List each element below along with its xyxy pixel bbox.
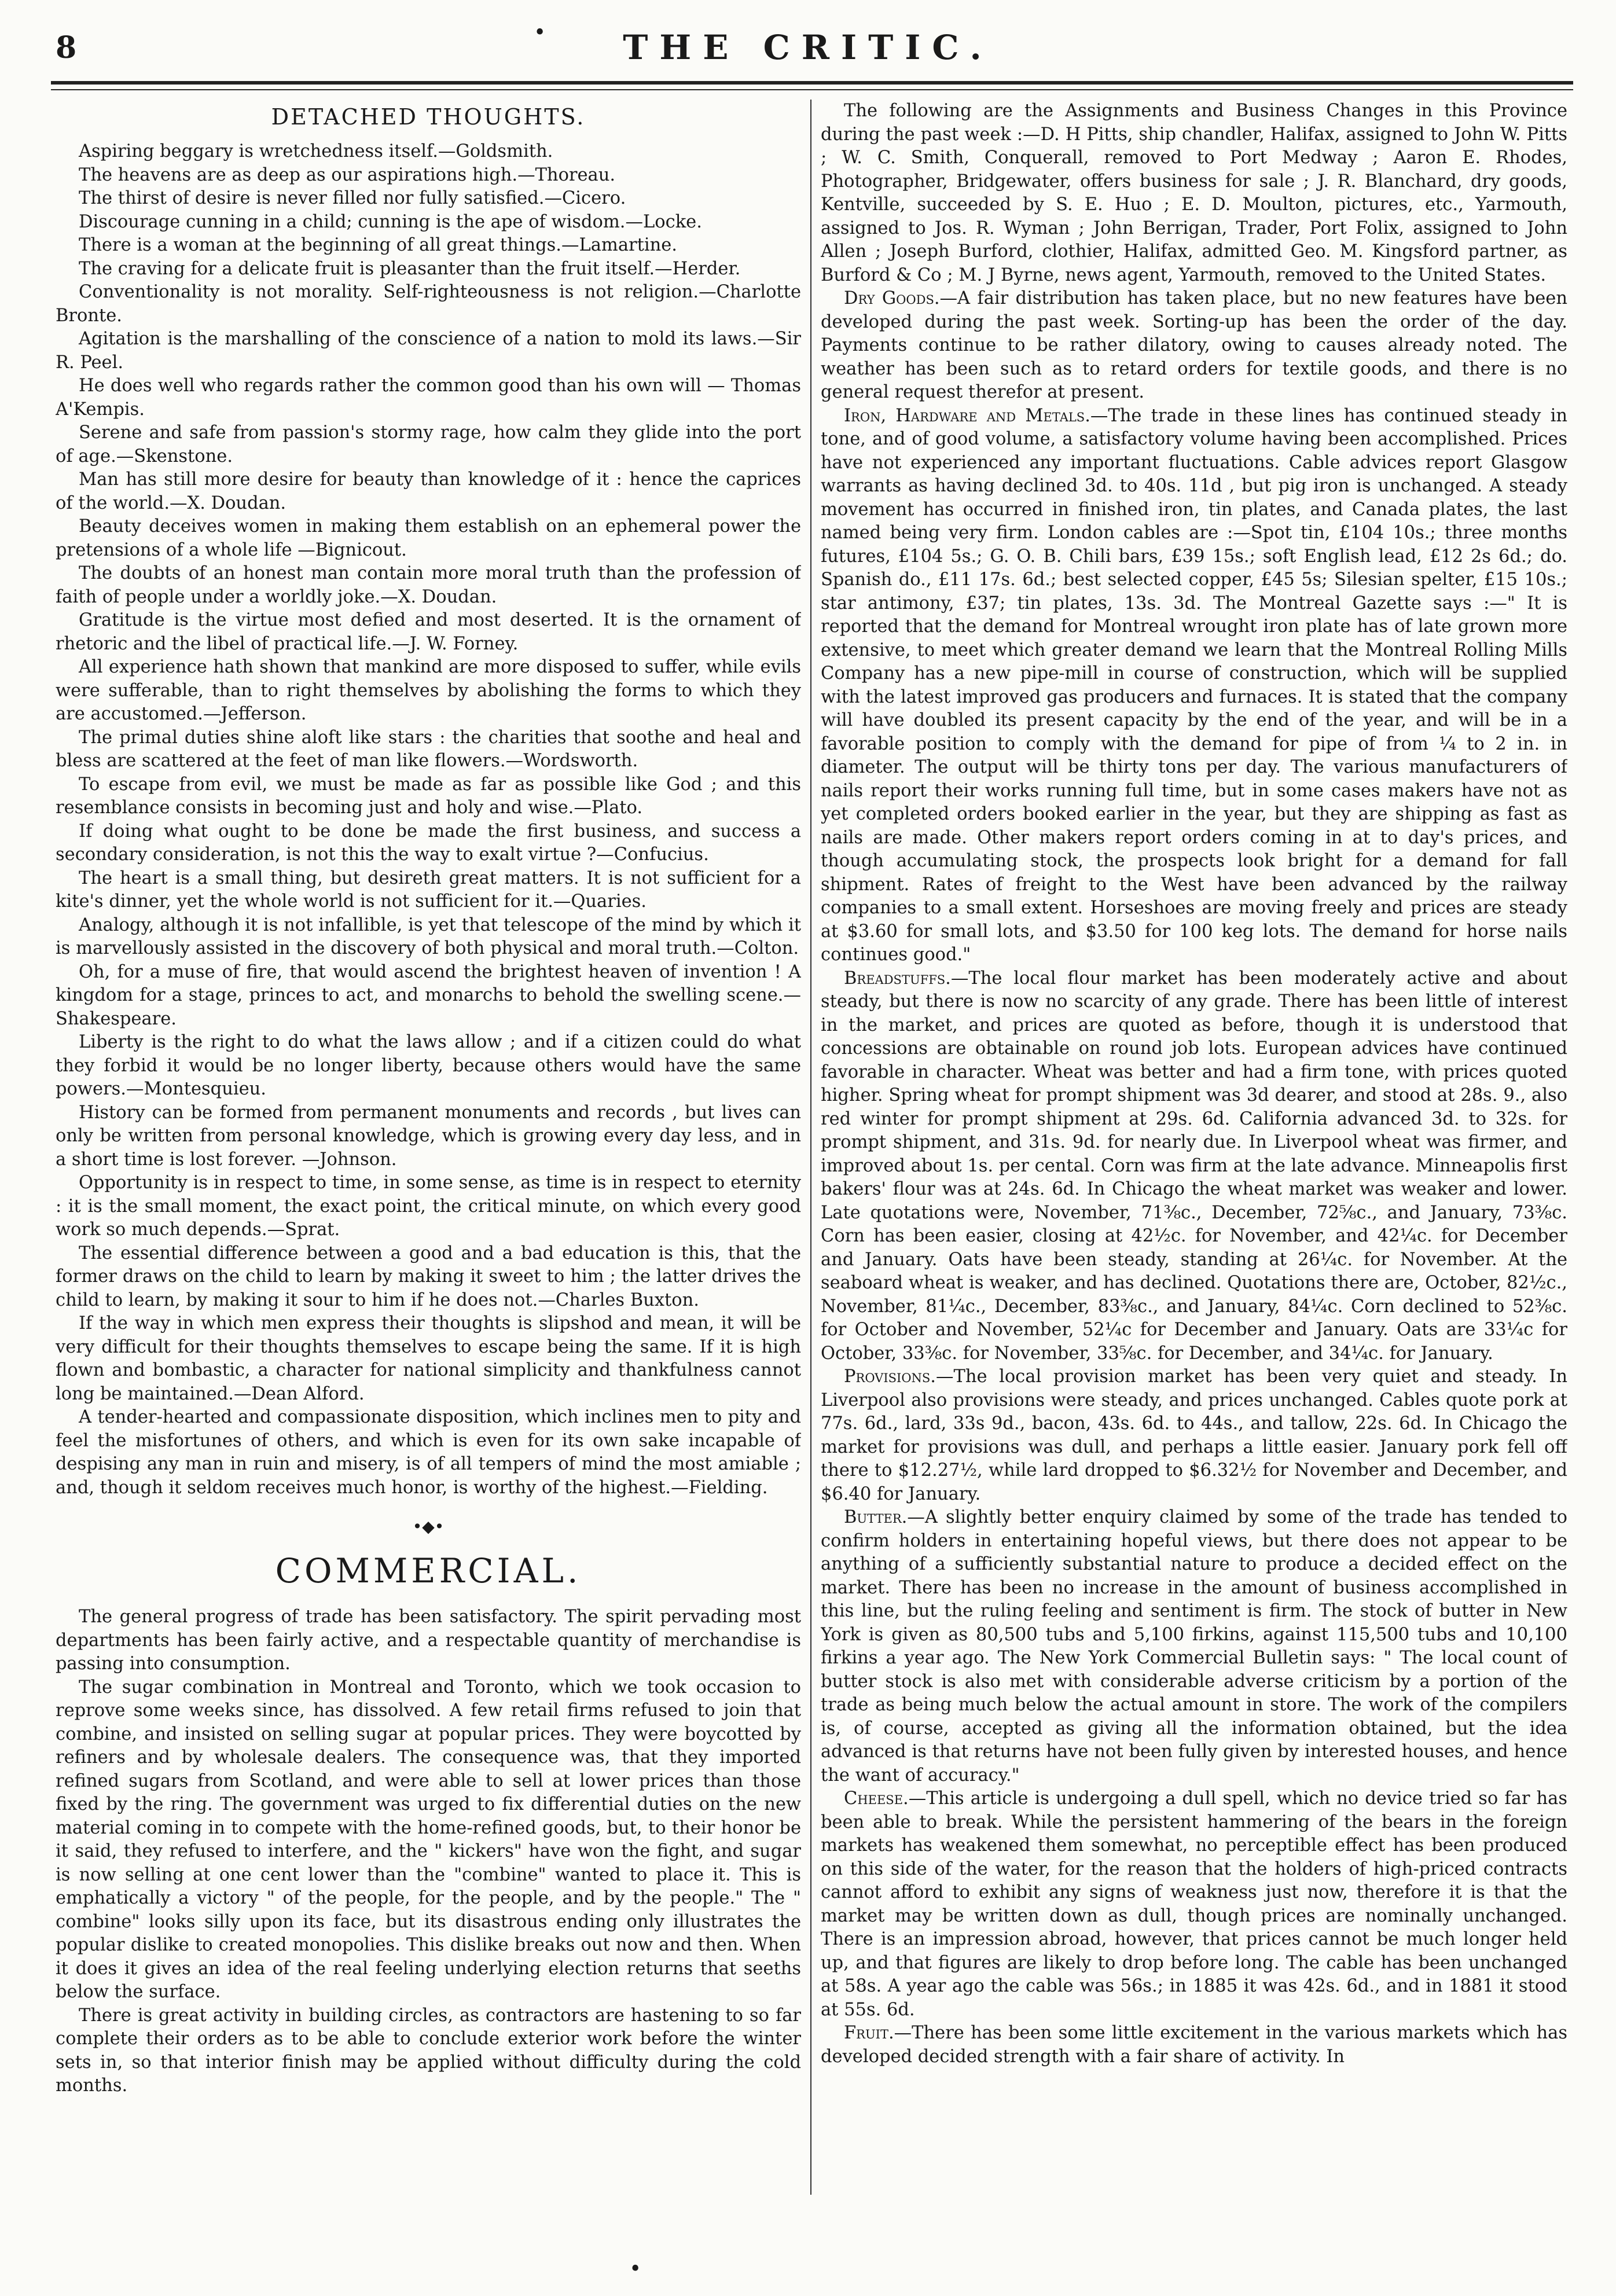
printer-mark: • xyxy=(534,21,546,45)
commercial-paragraph: There is great activity in building circles, as contractors are hastening to so far complete their orders as to be able to conclude exterior work before the winter sets in, so that interior finish may be applied without difficulty during the cold months. xyxy=(56,2005,801,2096)
thought-paragraph: If doing what ought to be done be made the first business, and success a secondary consideration, is not this the way to exalt virtue ?—Confucius. xyxy=(56,821,801,865)
thought-paragraph: If the way in which men express their thoughts is slipshod and mean, it will be very difficult for their thoughts themselves to escape being the same. If it is high flown and bombastic, a character for national simplicity and thankfulness cannot long be maintained.—Dean Alford. xyxy=(56,1313,801,1404)
thought-paragraph: Serene and safe from passion's stormy rage, how calm they glide into the port of age.—Skenstone. xyxy=(56,423,801,466)
commercial-body xyxy=(56,1606,801,2098)
commercial-paragraph: The sugar combination in Montreal and Toronto, which we took occasion to reprove some weeks since, has dissolved. A few retail firms refused to join that combine, and insisted on selling sugar at popular prices. They were boycotted by refiners and by wholesale dealers. The consequence was, that they imported refined sugars from Scotland, and were able to sell at lower prices than those fixed by the ring. The government was urged to fix differential duties on the new material coming in to compete with the home-refined goods, but, to their honor be it said, they refused to interfere, and the " kickers" have won the fight, and sugar is now selling at one cent lower than the "combine" wanted to place it. This is emphatically a victory " of the people, for the people, and by the people." The " combine" looks silly upon its face, but its disastrous ending only illustrates the popular dislike to created monopolies. This dislike breaks out now and then. When it does it gives an idea of the real feeling underlying election returns that seeths below the surface. xyxy=(56,1677,801,2002)
thought-paragraph: Agitation is the marshalling of the conscience of a nation to mold its laws.—Sir R. Peel. xyxy=(56,329,801,373)
commercial-heading: COMMERCIAL. xyxy=(275,1551,582,1590)
market-paragraph-text: —This article is undergoing a dull spell, which no device tried so far has been able to break. While the persistent hammering of the bears in the foreign markets has weakened them somewhat, no perceptible effect has been produced on this side of the water, for the reason that the holders of high-priced contracts cannot afford to exhibit any signs of weakness just now, therefore it is that the market may be written down as dull, though prices are nominally unchanged. There is an impression abroad, however, that prices cannot be much longer held up, and that figures are likely to drop before long. The cable has been unchanged at 58s. A year ago the cable was 56s.; in 1885 it was 42s. 6d., and in 1881 it stood at 55s. 6d. xyxy=(821,1788,1567,2020)
column-divider xyxy=(810,100,811,2195)
market-paragraph xyxy=(821,967,1567,1366)
thought-paragraph: Liberty is the right to do what the laws allow ; and if a citizen could do what they forbid it would be no longer liberty, because others would have the same powers.—Montesquieu. xyxy=(56,1032,801,1099)
market-paragraph-lead: Cheese. xyxy=(844,1788,909,1809)
market-paragraph xyxy=(821,1365,1567,1506)
page-number: 8 xyxy=(56,30,77,65)
thought-paragraph: A tender-hearted and compassionate disposition, which inclines men to pity and feel the misfortunes of others, and which is even for its own sake incapable of despising any man in ruin and misery, is of all tempers of mind the most amiable ; and, though it seldom receives much honor, is worthy of the highest.—Fielding. xyxy=(56,1407,801,1498)
thought-paragraph: Discourage cunning in a child; cunning is the ape of wisdom.—Locke. xyxy=(79,211,702,232)
running-title: THE CRITIC. xyxy=(623,28,993,67)
market-paragraph-lead: Provisions. xyxy=(844,1366,936,1387)
market-paragraph-text: —There has been some little excitement in the various markets which has developed decided strength with a fair share of activity. In xyxy=(821,2023,1567,2067)
thought-paragraph: Conventionality is not morality. Self-righteousness is not religion.—Charlotte Bronte. xyxy=(56,282,801,326)
market-paragraph-text: —A fair distribution has taken place, but no new features have been developed during the past week. Sorting-up has been the order of the day. Payments continue to be rather dilatory, owing to causes already noted. The weather has been such as to retard orders for textile goods, and there is no general request therefor at present. xyxy=(821,288,1567,402)
thought-paragraph: The heart is a small thing, but desireth great matters. It is not sufficient for a kite's dinner, yet the whole world is not sufficient for it.—Quaries. xyxy=(56,868,801,912)
thought-paragraph: Aspiring beggary is wretchedness itself.—Goldsmith. xyxy=(79,141,553,161)
market-reports-body xyxy=(821,100,1567,2069)
thought-paragraph: Man has still more desire for beauty than knowledge of it : hence the caprices of the world.—X. Doudan. xyxy=(56,469,801,513)
market-paragraph-lead: Fruit. xyxy=(844,2023,894,2043)
thought-paragraph: The doubts of an honest man contain more moral truth than the profession of faith of people under a worldly joke.—X. Doudan. xyxy=(56,563,801,607)
printer-mark-bottom: • xyxy=(629,2257,642,2281)
detached-thoughts-body xyxy=(56,140,801,1500)
market-paragraph-text: The following are the Assignments and Business Changes in this Province during the past week :—D. H Pitts, ship chandler, Halifax, assigned to John W. Pitts ; W. C. Smith, Conquerall, removed to Port Medway ; Aaron E. Rhodes, Photographer, Bridgewater, offers business for sale ; J. R. Blanchard, dry goods, Kentville, succeeded by S. E. Huo ; E. D. Moulton, pictures, etc., Yarmouth, assigned to Jos. R. Wyman ; John Berrigan, Trader, Port Folix, assigned to John Allen ; Joseph Burford, clothier, Halifax, admitted Geo. M. Kingsford partner, as Burford & Co ; M. J Byrne, news agent, Yarmouth, removed to the United States. xyxy=(821,101,1567,285)
right-column xyxy=(821,100,1567,2244)
header-rule-thick xyxy=(51,81,1573,85)
market-paragraph-text: —The trade in these lines has continued steady in tone, and of good volume, a satisfactory volume having been accomplished. Prices have not experienced any important fluctuations. Cable advices report Glasgow warrants as having declined 3d. to 40s. 11d , but pig iron is unchanged. A steady movement has occurred in finished iron, tin plates, and Canada plates, the last named being very firm. London cables are :—Spot tin, £104 10s.; three months futures, £104 5s.; G. O. B. Chili bars, £39 15s.; soft English lead, £12 2s 6d.; do. Spanish do., £11 17s. 6d.; best selected copper, £45 5s; Silesian spelter, £15 10s.; star antimony, £37; tin plates, 13s. 3d. The Montreal Gazette says :—" It is reported that the demand for Montreal wrought iron plate has of late grown more extensive, to meet which greater demand we learn that the Montreal Rolling Mills Company has a new pipe-mill in course of construction, which will be supplied with the latest improved gas producers and furnaces. It is stated that the company will have doubled its present capacity by the end of the year, and will be in a favorable position to comply with the demand for pipe of from ¼ to 2 in. in diameter. The output will be thirty tons per day. The various manufacturers of nails report their works running full time, but in some cases makers have not as yet completed orders booked earlier in the year, but they are shipping as fast as nails are made. Other makers report orders coming in at to day's prices, and though accumulating stock, the prospects look bright for a demand for fall shipment. Rates of freight to the West have been advanced by the railway companies to a small extent. Horseshoes are moving freely and prices are steady at $3.60 for small lots, and $3.50 for 100 keg lots. The demand for horse nails continues good." xyxy=(821,405,1567,965)
market-paragraph-text: —A slightly better enquiry claimed by some of the trade has tended to confirm holders in entertaining hopeful views, but there does not appear to be anything of a sufficiently substantial nature to produce a decided effect on the market. There has been no increase in the amount of business accomplished in this line, but the ruling feeling and sentiment is firm. The stock of butter in New York is given as 80,500 tubs and 5,100 firkins, against 115,500 tubs and 10,100 firkins a year ago. The New York Commercial Bulletin says: " The local count of butter stock is also met with considerable adverse criticism by a portion of the trade as being much below the actual amount in store. The work of the compilers is, of course, accepted as giving all the information obtained, but the idea advanced is that returns have not been fully given by interested houses, and hence the want of accuracy." xyxy=(821,1507,1567,1786)
market-paragraph-lead: Breadstuffs. xyxy=(844,968,951,989)
thought-paragraph: Analogy, although it is not infallible, is yet that telescope of the mind by which it is marvellously assisted in the discovery of both physical and moral truth.—Colton. xyxy=(56,914,801,958)
thought-paragraph: Opportunity is in respect to time, in some sense, as time is in respect to eternity : it is the small moment, the exact point, the critical minute, on which every good work so much depends.—Sprat. xyxy=(56,1173,801,1240)
thought-paragraph: The heavens are as deep as our aspirations high.—Thoreau. xyxy=(79,164,616,185)
thought-paragraph: There is a woman at the beginning of all great things.—Lamartine. xyxy=(79,235,678,255)
market-paragraph xyxy=(821,100,1567,287)
thought-paragraph: History can be formed from permanent monuments and records , but lives can only be written from personal knowledge, which is growing every day less, and in a short time is lost forever. —Johnson. xyxy=(56,1102,801,1170)
thought-paragraph: He does well who regards rather the common good than his own will — Thomas A'Kempis. xyxy=(56,376,801,420)
thought-paragraph: Gratitude is the virtue most defied and most deserted. It is the ornament of rhetoric and the libel of practical life.—J. W. Forney. xyxy=(56,610,801,654)
market-paragraph-lead: Iron, Hardware and Metals. xyxy=(844,405,1090,426)
thought-paragraph: The essential difference between a good and a bad education is this, that the former draws on the child to learn by making it sweet to him ; the latter drives the child to learn, by making it sour to him if he does not.—Charles Buxton. xyxy=(56,1243,801,1310)
thought-paragraph: To escape from evil, we must be made as far as possible like God ; and this resemblance consists in becoming just and holy and wise.—Plato. xyxy=(56,774,801,818)
market-paragraph xyxy=(821,1506,1567,1787)
left-column xyxy=(56,100,801,2244)
thought-paragraph: The primal duties shine aloft like stars : the charities that soothe and heal and bless are scattered at the feet of man like flowers.—Wordsworth. xyxy=(56,727,801,771)
market-paragraph xyxy=(821,1787,1567,2022)
market-paragraph xyxy=(821,287,1567,405)
market-paragraph-lead: Butter. xyxy=(844,1507,908,1527)
section-ornament: •◆• xyxy=(412,1517,445,1536)
detached-thoughts-heading: DETACHED THOUGHTS. xyxy=(271,104,586,130)
thought-paragraph: The thirst of desire is never filled nor fully satisfied.—Cicero. xyxy=(79,188,626,208)
thought-paragraph: The craving for a delicate fruit is pleasanter than the fruit itself.—Herder. xyxy=(79,258,741,279)
market-paragraph-lead: Dry Goods. xyxy=(844,288,940,308)
thought-paragraph: Beauty deceives women in making them establish on an ephemeral power the pretensions of a whole life —Bignicout. xyxy=(56,516,801,560)
thought-paragraph: Oh, for a muse of fire, that would ascend the brightest heaven of invention ! A kingdom for a stage, princes to act, and monarchs to behold the swelling scene.—Shakespeare. xyxy=(56,961,801,1029)
market-paragraph-text: —The local provision market has been very quiet and steady. In Liverpool also provisions were steady, and prices unchanged. Cables quote pork at 77s. 6d., lard, 33s 9d., bacon, 43s. 6d. to 44s., and tallow, 22s. 6d. In Chicago the market for provisions was dull, and perhaps a little easier. January pork fell off there to $12.27½, while lard dropped to $6.32½ for November and December, and $6.40 for January. xyxy=(821,1366,1567,1504)
market-paragraph xyxy=(821,2022,1567,2069)
header-rule-thin xyxy=(51,89,1573,90)
commercial-paragraph: The general progress of trade has been satisfactory. The spirit pervading most departments has been fairly active, and a respectable quantity of merchandise is passing into consumption. xyxy=(56,1607,801,1674)
thought-paragraph: All experience hath shown that mankind are more disposed to suffer, while evils were sufferable, than to right themselves by abolishing the forms to which they are accustomed.—Jefferson. xyxy=(56,657,801,724)
market-paragraph-text: —The local flour market has been moderately active and about steady, but there is now no scarcity of any grade. There has been little of interest in the market, and prices are quoted as before, though it is understood that concessions are obtainable on round job lots. European advices have continued favorable in character. Wheat was better and had a firm tone, with prices quoted higher. Spring wheat for prompt shipment was 3d dearer, and stood at 28s. 9., also red winter for prompt shipment at 29s. 6d. California advanced 3d. to 32s. for prompt shipment, and 31s. 9d. for nearly due. In Liverpool wheat was firmer, and improved about 1s. per cental. Corn was firm at the late advance. Minneapolis first bakers' flour was at 24s. 6d. In Chicago the wheat market was weaker and lower. Late quotations were, November, 71⅜c., December, 72⅝c., and January, 73⅜c. Corn has been easier, closing at 42½c. for November, and 42¼c. for December and January. Oats have been steady, standing at 26¼c. for November. At the seaboard wheat is weaker, and has declined. Quotations there are, October, 82½c., November, 81¼c., December, 83⅜c., and January, 84¼c. Corn declined to 52⅜c. for October and November, 52¼c for December and January. Oats are 33¼c for October, 33⅜c. for November, 33⅝c. for December, and 34¼c. for January. xyxy=(821,968,1567,1364)
market-paragraph xyxy=(821,405,1567,967)
